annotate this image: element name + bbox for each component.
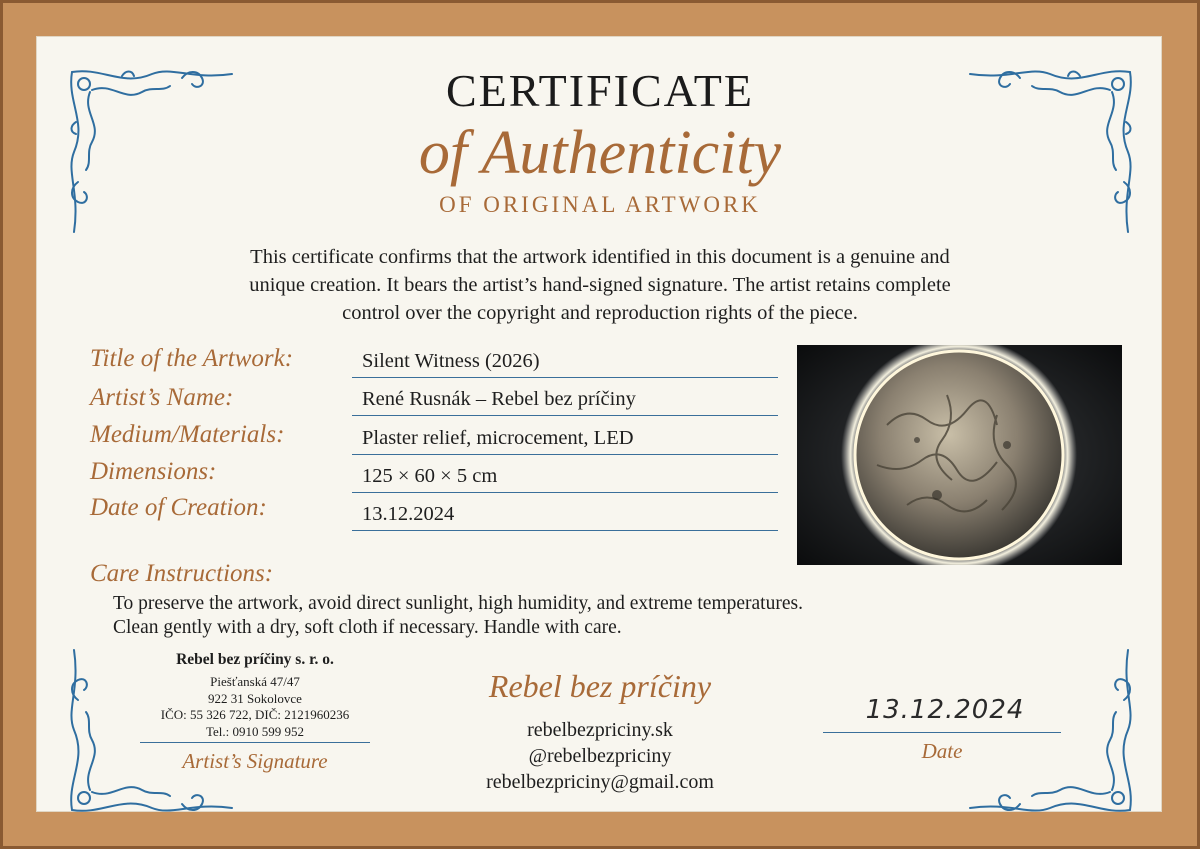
intro-line-2: unique creation. It bears the artist’s hand-signed signature. The artist retains complete — [249, 274, 951, 296]
date-label: Date — [921, 739, 963, 763]
field-label-date: Date of Creation: — [90, 494, 267, 521]
care-instructions-title: Care Instructions: — [90, 560, 274, 587]
field-value-dimensions: 125 × 60 × 5 cm — [352, 461, 778, 493]
brand-contact — [430, 717, 770, 795]
date-line — [823, 732, 1061, 733]
care-line-1: To preserve the artwork, avoid direct sunlight, high humidity, and extreme temperatures. — [113, 593, 803, 614]
intro-line-3: control over the copyright and reproduction rights of the piece. — [342, 302, 858, 324]
brand-email: rebelbezpriciny@gmail.com — [486, 771, 714, 793]
artwork-image — [797, 345, 1122, 565]
company-city: 922 31 Sokolovce — [208, 690, 302, 706]
care-line-2: Clean gently with a dry, soft cloth if necessary. Handle with care. — [113, 617, 622, 638]
field-value-title: Silent Witness (2026) — [352, 346, 778, 378]
intro-paragraph — [150, 243, 1050, 327]
signature-line — [140, 742, 370, 743]
field-value-medium: Plaster relief, microcement, LED — [352, 423, 778, 455]
field-label-title: Title of the Artwork: — [90, 345, 294, 372]
signature-label: Artist’s Signature — [182, 749, 328, 773]
certificate-title: CERTIFICATE — [445, 65, 755, 116]
brand-website: rebelbezpriciny.sk — [527, 719, 673, 741]
handwritten-date: 13.12.2024 — [865, 695, 1025, 725]
field-label-medium: Medium/Materials: — [90, 421, 285, 448]
brand-name: Rebel bez príčiny — [488, 668, 712, 704]
company-phone: Tel.: 0910 599 952 — [205, 723, 305, 739]
brand-handle: @rebelbezpriciny — [528, 745, 672, 767]
company-street: Piešťanská 47/47 — [210, 674, 300, 689]
certificate-script-title: of Authenticity — [418, 119, 782, 187]
company-ids: IČO: 55 326 722, DIČ: 2121960236 — [160, 707, 350, 722]
field-label-dimensions: Dimensions: — [90, 458, 217, 485]
certificate-subtitle: OF ORIGINAL ARTWORK — [439, 192, 761, 217]
field-value-artist: René Rusnák – Rebel bez príčiny — [352, 384, 778, 416]
company-name: Rebel bez príčiny s. r. o. — [176, 651, 334, 668]
intro-line-1: This certificate confirms that the artwork identified in this document is a genuine and — [250, 246, 950, 268]
company-details — [140, 651, 370, 740]
field-label-artist: Artist’s Name: — [90, 384, 234, 411]
care-instructions-text — [113, 592, 1013, 640]
field-value-date: 13.12.2024 — [352, 499, 778, 531]
corner-ornament-bottom-right-icon — [960, 640, 1140, 820]
